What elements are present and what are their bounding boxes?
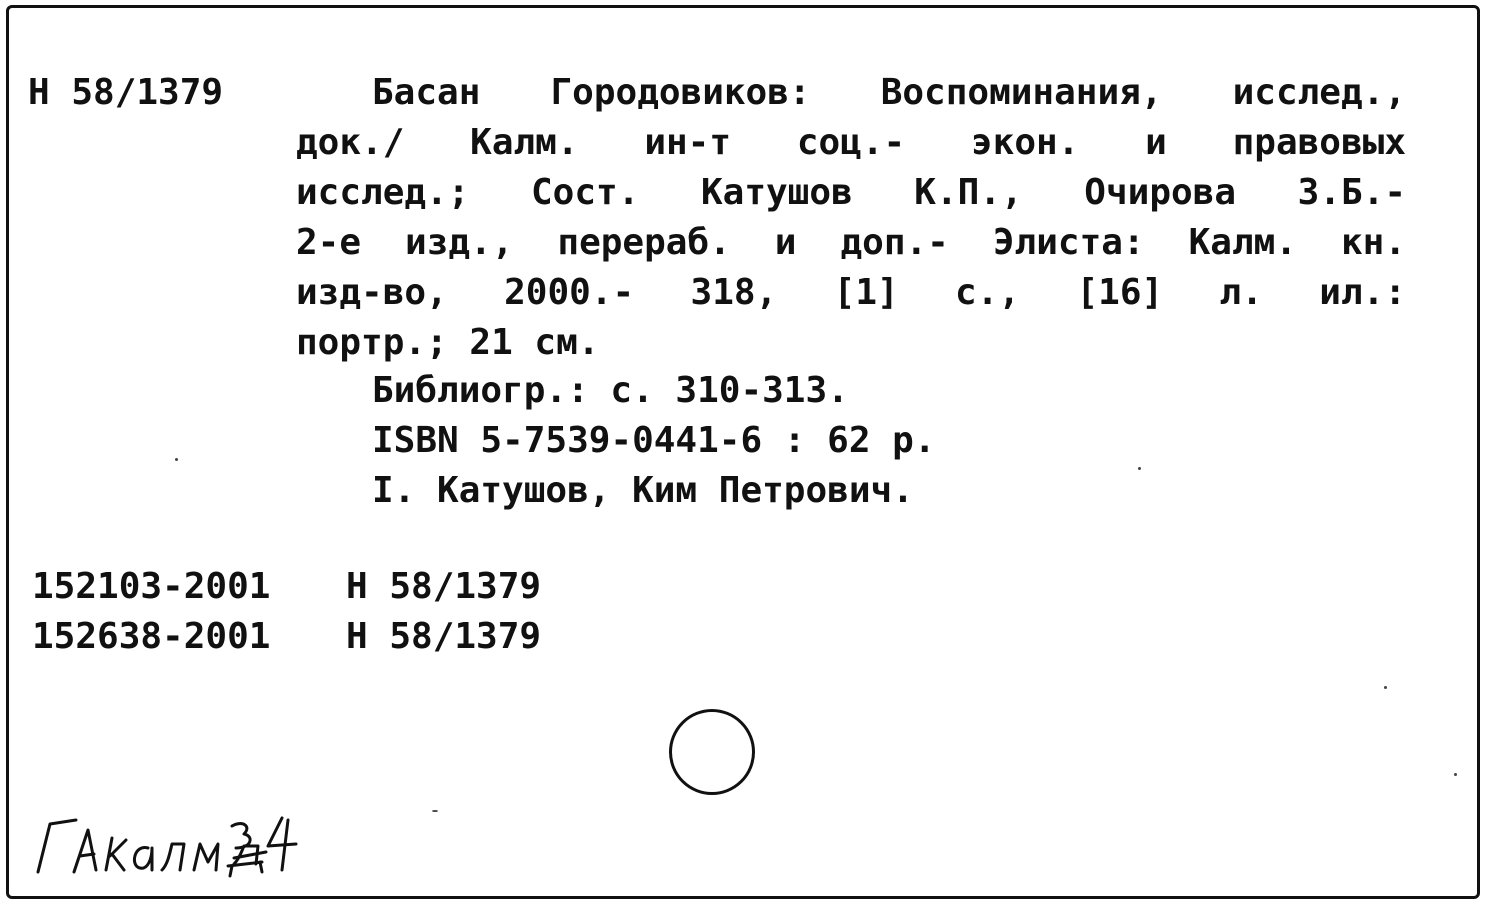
handwritten-archive-stamp bbox=[30, 800, 410, 890]
paper-speck bbox=[175, 458, 178, 461]
isbn-note: ISBN 5-7539-0441-6 : 62 р. bbox=[372, 420, 936, 461]
paper-speck bbox=[1454, 773, 1457, 776]
copy-2-inventory: 152638-2001 bbox=[32, 616, 271, 657]
copy-2-shelf: Н 58/1379 bbox=[346, 616, 542, 657]
description-line-2: док./ Калм. ин-т соц.- экон. и правовых bbox=[296, 122, 1406, 163]
description-line-3: исслед.; Сост. Катушов К.П., Очирова З.Б.- bbox=[296, 172, 1406, 213]
description-line-6: портр.; 21 см. bbox=[296, 322, 600, 363]
paper-speck bbox=[1138, 467, 1141, 470]
description-line-1: Басан Городовиков: Воспоминания, исслед., bbox=[372, 72, 1406, 113]
description-line-4: 2-е изд., перераб. и доп.- Элиста: Калм. кн. bbox=[296, 222, 1406, 263]
copy-1-shelf: Н 58/1379 bbox=[346, 566, 542, 607]
added-entry-note: I. Катушов, Ким Петрович. bbox=[372, 470, 914, 511]
paper-speck bbox=[1384, 686, 1387, 689]
shelf-mark: Н 58/1379 bbox=[28, 72, 224, 113]
paper-speck bbox=[432, 810, 438, 812]
description-line-5: изд-во, 2000.- 318, [1] с., [16] л. ил.: bbox=[296, 272, 1406, 313]
copy-1-inventory: 152103-2001 bbox=[32, 566, 271, 607]
bibliography-note: Библиогр.: с. 310-313. bbox=[372, 370, 849, 411]
punch-hole bbox=[669, 709, 755, 795]
